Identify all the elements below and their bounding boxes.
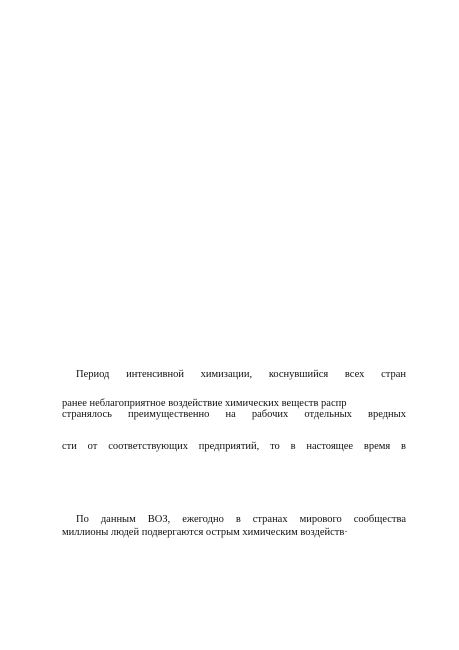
paragraph-2-line-1: По данным ВОЗ, ежегодно в странах мирового сообщества	[76, 514, 406, 525]
paragraph-1-line-1: Период интенсивной химизации, коснувшийся всех стран	[76, 369, 406, 380]
paragraph-1-line-2: ранее неблагоприятное воздействие химических веществ распр	[62, 398, 347, 409]
paragraph-1-line-3: странялось преимущественно на рабочих отдельных вредных	[62, 409, 406, 420]
paragraph-2-line-2: миллионы людей подвергаются острым химическим воздейств·	[62, 527, 348, 538]
paragraph-1-line-4: сти от соответствующих предприятий, то в настоящее время в	[62, 441, 406, 452]
